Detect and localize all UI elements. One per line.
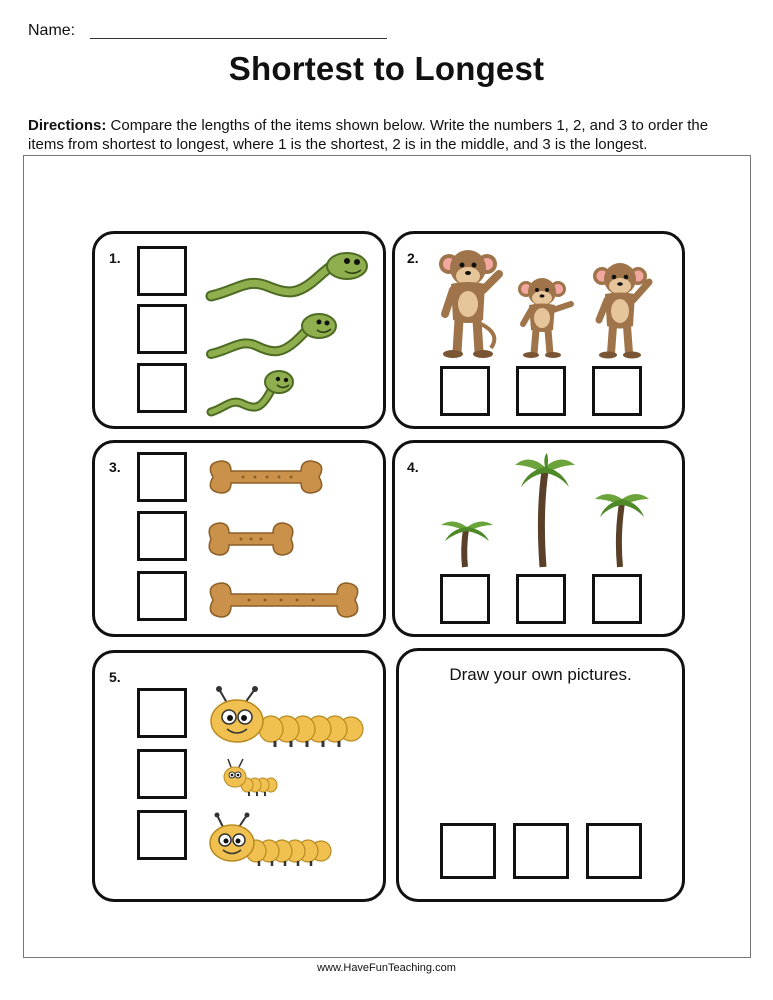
card-number: 2.	[407, 250, 419, 266]
answer-box[interactable]	[586, 823, 642, 879]
bone-icon	[203, 579, 365, 621]
answer-box[interactable]	[516, 574, 566, 624]
answer-box[interactable]	[137, 688, 187, 738]
answer-box[interactable]	[137, 452, 187, 502]
answer-box[interactable]	[592, 574, 642, 624]
name-line[interactable]	[90, 38, 387, 39]
monkey-icon	[591, 258, 657, 358]
answer-box[interactable]	[440, 823, 496, 879]
draw-card	[396, 648, 685, 902]
footer-url: www.HaveFunTeaching.com	[317, 962, 456, 974]
bone-icon	[203, 457, 329, 497]
answer-box[interactable]	[137, 749, 187, 799]
palm-tree-icon	[439, 515, 495, 569]
caterpillar-icon	[209, 813, 333, 869]
answer-box[interactable]	[592, 366, 642, 416]
answer-box[interactable]	[137, 304, 187, 354]
caterpillar-icon	[209, 685, 367, 751]
bone-icon	[203, 519, 299, 559]
card-number: 5.	[109, 669, 121, 685]
drawing-area[interactable]	[411, 695, 670, 815]
palm-tree-icon	[513, 453, 577, 569]
answer-box[interactable]	[137, 571, 187, 621]
answer-box[interactable]	[137, 810, 187, 860]
card-3	[92, 440, 386, 637]
directions	[28, 116, 748, 154]
caterpillar-icon	[223, 757, 279, 801]
answer-box[interactable]	[516, 366, 566, 416]
name-label: Name:	[28, 22, 76, 39]
monkey-icon	[515, 274, 579, 358]
draw-label: Draw your own pictures.	[449, 665, 632, 684]
answer-box[interactable]	[137, 246, 187, 296]
card-number: 4.	[407, 459, 419, 475]
answer-box[interactable]	[137, 511, 187, 561]
card-1	[92, 231, 386, 429]
answer-box[interactable]	[137, 363, 187, 413]
answer-box[interactable]	[440, 366, 490, 416]
monkey-icon	[437, 244, 507, 358]
directions-text: Compare the lengths of the items shown below. Write the numbers 1, 2, and 3 to order the items from shortest to longest, where 1 is the shortest, 2 is in the middle, and 3 is the longest.	[28, 117, 709, 153]
card-number: 1.	[109, 250, 121, 266]
snake-icon	[207, 368, 297, 418]
snake-icon	[207, 248, 367, 302]
card-number: 3.	[109, 459, 121, 475]
palm-tree-icon	[593, 487, 651, 569]
card-4	[392, 440, 685, 637]
snake-icon	[207, 310, 337, 360]
directions-label: Directions:	[28, 117, 107, 134]
answer-box[interactable]	[513, 823, 569, 879]
answer-box[interactable]	[440, 574, 490, 624]
page-title: Shortest to Longest	[228, 50, 545, 87]
card-2	[392, 231, 685, 429]
card-5	[92, 650, 386, 902]
